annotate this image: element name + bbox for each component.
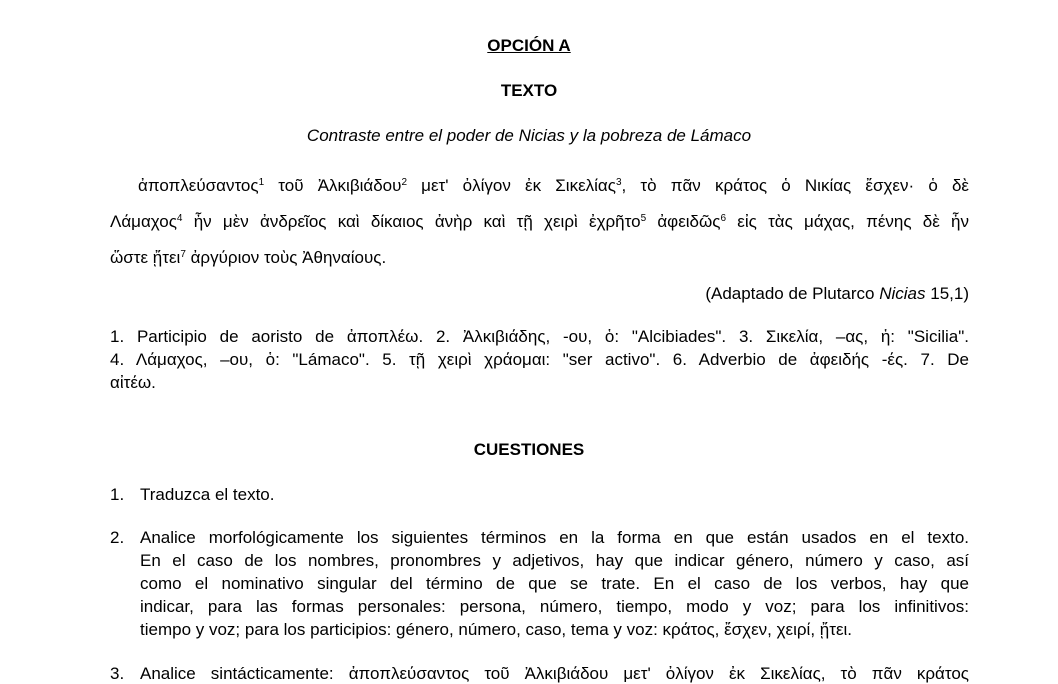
footnote-marker: 3 <box>615 177 622 188</box>
greek-text-segment: ἀποπλεύσαντος <box>138 176 259 195</box>
footnote-line-3: αἰτέω. <box>110 373 156 392</box>
question-text-line: indicar, para las formas personales: persona, número, tiempo, modo y voz; para los infinitivos: <box>140 597 969 616</box>
greek-text-line-2 <box>110 212 969 232</box>
greek-text-segment: , τὸ πᾶν κράτος ὁ Νικίας ἔσχεν· ὁ δὲ <box>621 176 969 195</box>
greek-text-segment: τοῦ Ἀλκιβιάδου <box>264 176 402 195</box>
footnote-line-1: 1. Participio de aoristo de ἀποπλέω. 2. Ἀλκιβιάδης, -ου, ὁ: "Alcibiades". 3. Σικελία, –ας, ἡ: "Sicilia". <box>110 327 969 346</box>
footnote-marker: 2 <box>401 177 407 188</box>
greek-text-segment: ἀργύριον τοὺς Ἀθηναίους. <box>185 248 387 267</box>
footnote-marker: 6 <box>720 213 727 224</box>
option-heading: OPCIÓN A <box>487 36 571 55</box>
question-text-line: Traduzca el texto. <box>140 485 275 504</box>
section-title-texto: TEXTO <box>500 81 558 100</box>
question-number: 2. <box>110 528 125 547</box>
questions-title: CUESTIONES <box>473 440 585 459</box>
question-text-line: Analice morfológicamente los siguientes términos en la forma en que están usados en el texto. <box>140 528 969 547</box>
greek-text-segment: μετ' ὀλίγον ἐκ Σικελίας <box>407 176 616 195</box>
question-text-line: Analice sintácticamente: ἀποπλεύσαντος τοῦ Ἀλκιβιάδου μετ' ὀλίγον ἐκ Σικελίας, τὸ πᾶν κράτος <box>140 664 969 683</box>
question-text-line: como el nominativo singular del término de que se trate. En el caso de los verbos, hay que <box>140 574 969 593</box>
footnote-marker: 5 <box>640 213 647 224</box>
footnote-line-2: 4. Λάμαχος, –ου, ὁ: "Lámaco". 5. τῇ χειρὶ χράομαι: "ser activo". 6. Adverbio de ἀφειδής -ές. 7. De <box>110 350 969 369</box>
greek-text-segment: εἰς τὰς μάχας, πένης δὲ ἦν <box>726 212 970 231</box>
question-text-line: tiempo y voz; para los participios: género, número, caso, tema y voz: κράτος, ἔσχεν, χειρί, ᾔτει. <box>140 620 853 639</box>
source-citation: (Adaptado de Plutarco Nicias 15,1) <box>705 284 969 303</box>
text-subtitle: Contraste entre el poder de Nicias y la pobreza de Lámaco <box>306 126 752 145</box>
greek-text-segment: ἀφειδῶς <box>646 212 721 231</box>
greek-text-line-1 <box>110 176 969 196</box>
question-text-line: En el caso de los nombres, pronombres y adjetivos, hay que indicar género, número y caso, así <box>140 551 969 570</box>
greek-text-segment: Λάμαχος <box>110 212 177 231</box>
footnote-marker: 1 <box>258 177 265 188</box>
greek-text-segment: ὥστε ᾔτει <box>110 248 181 267</box>
question-number: 1. <box>110 485 125 504</box>
footnote-marker: 4 <box>176 213 183 224</box>
question-number: 3. <box>110 664 125 683</box>
footnote-marker: 7 <box>180 249 186 260</box>
greek-text-segment: ἦν μὲν ἀνδρεῖος καὶ δίκαιος ἀνὴρ καὶ τῇ χειρὶ ἐχρῆτο <box>182 212 641 231</box>
greek-text-line-3 <box>110 248 969 268</box>
